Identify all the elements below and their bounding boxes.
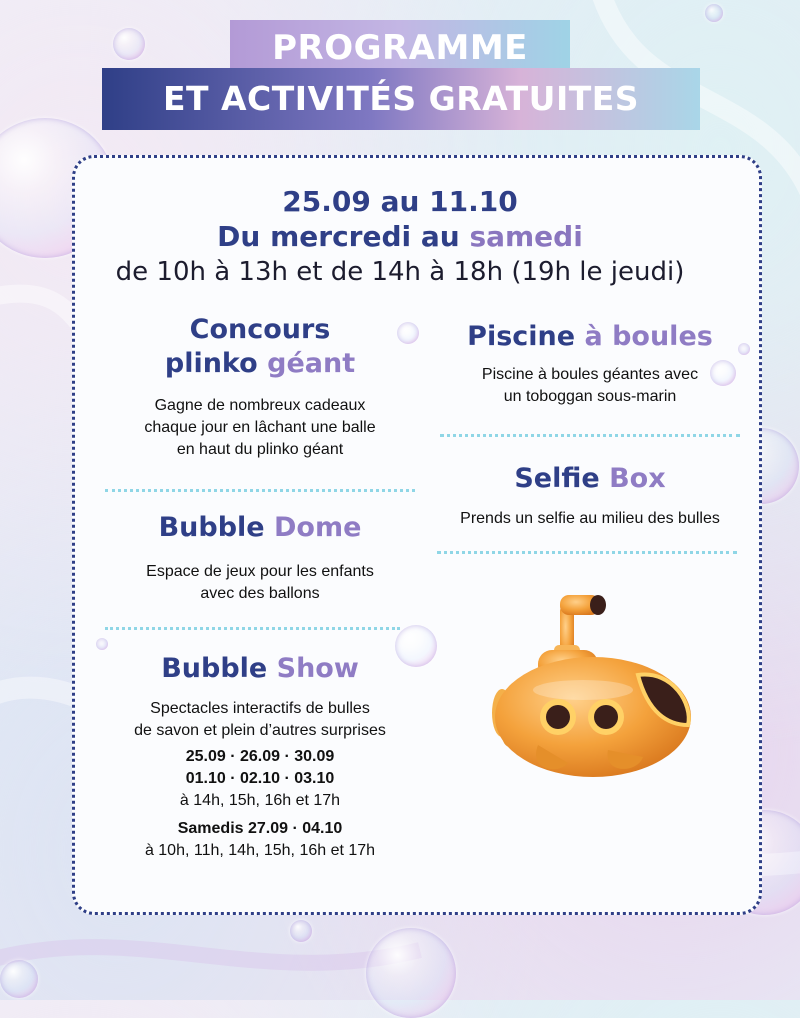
- piscine-title-accent: à boules: [584, 321, 713, 352]
- selfie-title-word: Selfie: [514, 463, 610, 494]
- piscine-title: [435, 320, 745, 354]
- desc-line: avec des ballons: [200, 585, 320, 602]
- desc-line: Gagne de nombreux cadeaux: [154, 397, 366, 414]
- bubble-dome-title-word: Bubble: [158, 512, 274, 543]
- show-dates-3: Samedis 27.09 · 04.10: [177, 820, 343, 837]
- section-divider: [105, 627, 400, 630]
- selfie-title-accent: Box: [609, 463, 666, 494]
- desc-line: un toboggan sous-marin: [503, 388, 677, 405]
- desc-line: Piscine à boules géantes avec: [481, 366, 699, 383]
- opening-days: [0, 220, 800, 253]
- bubble-dome-description: [100, 561, 420, 605]
- show-dates-2: 01.10 · 02.10 · 03.10: [185, 770, 335, 787]
- activity-plinko: [100, 313, 420, 461]
- bubble-show-title-word: Bubble: [161, 653, 277, 684]
- desc-line: en haut du plinko géant: [176, 441, 344, 458]
- show-dates-1: 25.09 · 26.09 · 30.09: [185, 748, 335, 765]
- date-range: 25.09 au 11.10: [282, 185, 518, 218]
- bubble-show-description: [100, 698, 420, 862]
- desc-line: Spectacles interactifs de bulles: [150, 700, 370, 717]
- desc-line: de savon et plein d’autres surprises: [134, 722, 386, 739]
- header-banner-programme: PROGRAMME: [230, 20, 570, 76]
- plinko-title-accent: géant: [267, 348, 356, 379]
- bubble-decoration: [290, 920, 312, 942]
- selfie-title: [435, 462, 745, 496]
- plinko-description: [100, 395, 420, 461]
- activity-piscine: [435, 320, 745, 408]
- piscine-title-word: Piscine: [467, 321, 585, 352]
- section-divider: [437, 551, 737, 554]
- submarine-icon: [488, 585, 698, 785]
- activity-bubble-dome: [100, 511, 420, 605]
- bubble-decoration: [0, 960, 38, 998]
- bubble-dome-title: [100, 511, 420, 545]
- bubble-dome-title-accent: Dome: [274, 512, 362, 543]
- desc-line: Espace de jeux pour les enfants: [146, 563, 374, 580]
- bubble-show-title: [100, 652, 420, 686]
- selfie-description: [435, 508, 745, 530]
- desc-line: chaque jour en lâchant une balle: [144, 419, 376, 436]
- days-end: samedi: [469, 220, 583, 253]
- activity-selfie: [435, 462, 745, 530]
- bubble-decoration: [113, 28, 145, 60]
- bubble-decoration: [366, 928, 456, 1018]
- show-times-2: à 10h, 11h, 14h, 15h, 16h et 17h: [144, 842, 376, 859]
- bubble-decoration: [705, 4, 723, 22]
- days-start: Du mercredi: [217, 220, 412, 253]
- show-times-1: à 14h, 15h, 16h et 17h: [179, 792, 341, 809]
- bubble-decoration: [96, 638, 108, 650]
- piscine-description: [435, 364, 745, 408]
- plinko-title-line1: Concours: [189, 314, 331, 345]
- section-divider: [105, 489, 415, 492]
- plinko-title: [100, 313, 420, 381]
- section-divider: [440, 434, 740, 437]
- header-banner-activites: ET ACTIVITÉS GRATUITES: [102, 68, 700, 130]
- bubble-show-title-accent: Show: [276, 653, 359, 684]
- opening-hours: de 10h à 13h et de 14h à 18h (19h le jeudi): [115, 257, 685, 287]
- plinko-title-line2: [100, 347, 420, 381]
- days-mid: au: [411, 220, 470, 253]
- plinko-title-word: plinko: [164, 348, 268, 379]
- activity-bubble-show: [100, 652, 420, 862]
- desc-line: Prends un selfie au milieu des bulles: [460, 510, 720, 527]
